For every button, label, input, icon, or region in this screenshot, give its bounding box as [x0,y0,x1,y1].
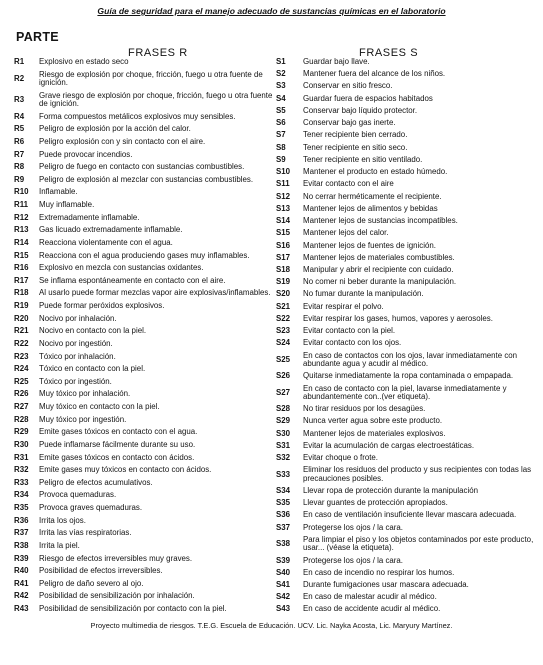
s-phrase [276,605,534,613]
phrase-text: Explosivo en mezcla con sustancias oxidantes. [39,263,204,273]
phrase-text: En caso de ventilación insuficiente llevar mascara adecuada. [303,510,517,520]
s-phrase [276,278,534,286]
r-phrase [14,125,276,133]
phrase-text: Protegerse los ojos / la cara. [303,555,403,565]
s-phrase [276,327,534,335]
s-phrase [276,254,534,262]
r-phrase [14,542,276,550]
r-phrase [14,188,276,196]
s-phrase [276,405,534,413]
r-phrase [14,58,276,66]
phrase-text: Irrita los ojos. [39,515,86,525]
phrase-text: Provoca graves quemaduras. [39,503,143,513]
phrase-text: Tóxico por ingestión. [39,376,112,386]
s-phrase [276,593,534,601]
phrase-text: Mantener lejos de alimentos y bebidas [303,203,438,213]
phrase-text: No comer ni beber durante la manipulación. [303,277,457,287]
document-footer: Proyecto multimedia de riesgos. T.E.G. Escuela de Educación. UCV. Lic. Nayka Acosta, Lic. Maryury Martínez. [90,621,453,630]
r-phrase [14,176,276,184]
phrase-text: En caso de incendio no respirar los humos. [303,567,455,577]
r-phrase [14,466,276,474]
phrase-text: Reacciona con el agua produciendo gases muy inflamables. [39,250,250,260]
phrase-code: R2 [14,73,25,83]
r-phrase [14,378,276,386]
s-phrase [276,107,534,115]
r-phrase [14,353,276,361]
phrase-text: Durante fumigaciones usar mascara adecuada. [303,580,469,589]
phrase-text: Nocivo en contacto con la piel. [39,326,147,336]
phrase-text: Llevar ropa de protección durante la manipulación [303,485,479,495]
s-phrase [276,385,534,402]
r-phrase [14,428,276,436]
r-phrase [14,239,276,247]
phrase-text: Mantener lejos del calor. [303,228,389,238]
s-phrase [276,487,534,495]
phrase-text: Irrita la piel. [39,540,80,550]
r-phrase [14,151,276,159]
phrase-text: Eliminar los residuos del producto y sus recipientes con todas las precauciones posibles. [303,465,532,483]
phrase-code: R27 [14,402,29,412]
r-phrase [14,529,276,537]
phrase-text: Evitar choque o frote. [303,453,379,463]
s-phrase [276,217,534,225]
phrase-code: R40 [14,566,29,576]
phrase-code: R39 [14,553,29,563]
phrase-text: Posibilidad de sensibilización por contacto con la piel. [39,604,227,614]
phrase-text: Emite gases muy tóxicos en contacto con ácidos. [39,465,212,475]
phrase-code: S22 [276,313,291,323]
phrase-code: S26 [276,371,291,381]
s-phrase [276,454,534,462]
r-phrase [14,580,276,588]
r-phrase [14,264,276,272]
phrase-text: Quitarse inmediatamente la ropa contaminada o empapada. [303,371,514,381]
phrase-code: S3 [276,81,286,91]
phrase-code: R31 [14,452,29,462]
phrase-code: R32 [14,465,29,475]
phrase-code: R20 [14,313,29,323]
phrase-code: R42 [14,591,29,601]
r-phrase [14,214,276,222]
document-header: Guía de seguridad para el manejo adecuado de sustancias químicas en el laboratorio [97,6,446,16]
phrase-code: R9 [14,174,25,184]
r-phrase [14,201,276,209]
phrase-text: En caso de contacto con la piel, lavarse inmediatamente y abundantemente con..(ver etiqueta). [303,383,507,401]
r-phrase [14,327,276,335]
phrase-text: Tener recipiente en sitio ventilado. [303,154,423,164]
s-phrase [276,524,534,532]
phrase-text: Peligro de daño severo al ojo. [39,578,144,588]
phrase-code: S28 [276,404,291,414]
r-phrase [14,71,276,88]
phrase-code: S43 [276,604,291,614]
phrase-text: Nocivo por ingestión. [39,338,113,348]
phrase-text: Guardar bajo llave. [303,57,370,66]
phrase-code: S2 [276,69,286,79]
phrase-text: Al usarlo puede formar mezclas vapor aire explosivas/inflamables. [39,288,271,298]
r-phrase [14,315,276,323]
r-phrase [14,592,276,600]
phrase-code: S20 [276,289,291,299]
phrase-code: S38 [276,539,291,549]
s-phrase [276,242,534,250]
phrase-code: R38 [14,540,29,550]
s-phrase [276,372,534,380]
r-phrase [14,517,276,525]
phrase-text: Muy tóxico por inhalación. [39,389,131,399]
phrase-text: Muy tóxico en contacto con la piel. [39,402,160,412]
phrase-text: Manipular y abrir el recipiente con cuidado. [303,264,454,274]
phrase-code: S10 [276,167,291,177]
phrase-code: S17 [276,252,291,262]
phrase-text: En caso de contactos con los ojos, lavar inmediatamente con abundante agua y acudir al médico. [303,350,518,369]
phrase-code: S36 [276,510,291,520]
phrase-code: S8 [276,142,286,152]
phrase-text: Reacciona violentamente con el agua. [39,237,173,247]
phrase-code: R26 [14,389,29,399]
r-phrase [14,226,276,234]
s-phrase [276,303,534,311]
s-phrase [276,339,534,347]
phrase-code: S4 [276,93,286,103]
r-phrase [14,390,276,398]
s-phrase [276,193,534,201]
phrase-code: R3 [14,94,25,104]
phrase-text: Forma compuestos metálicos explosivos muy sensibles. [39,111,236,121]
r-phrase [14,479,276,487]
phrase-text: En caso de malestar acudir al médico. [303,592,437,602]
phrase-code: S12 [276,191,291,201]
phrase-text: Grave riesgo de explosión por choque, fricción, fuego u otra fuente de ignición. [39,90,273,109]
phrase-code: R18 [14,288,29,298]
s-phrase [276,180,534,188]
phrase-code: R7 [14,149,25,159]
phrase-code: S9 [276,154,286,164]
phrase-text: Tóxico en contacto con la piel. [39,364,146,374]
phrase-code: S15 [276,228,291,238]
s-phrase [276,58,534,66]
r-phrase [14,289,276,297]
s-phrase [276,466,534,483]
phrase-code: S35 [276,498,291,508]
phrase-code: R16 [14,263,29,273]
phrase-code: S13 [276,203,291,213]
phrase-code: S27 [276,387,291,397]
phrase-code: S34 [276,485,291,495]
phrase-code: R10 [14,187,29,197]
phrase-code: R23 [14,351,29,361]
phrase-text: Tener recipiente en sitio seco. [303,142,408,152]
phrase-text: Mantener lejos de materiales explosivos. [303,428,446,438]
frases-s-list [276,58,534,614]
phrase-code: R34 [14,490,29,500]
r-phrase [14,113,276,121]
s-phrase [276,156,534,164]
phrase-text: Mantener lejos de fuentes de ignición. [303,240,436,250]
phrase-text: Evitar contacto con la piel. [303,326,396,336]
phrase-text: Mantener el producto en estado húmedo. [303,167,448,177]
phrase-text: Evitar contacto con los ojos. [303,338,402,348]
s-phrase [276,557,534,565]
phrase-text: Emite gases tóxicos en contacto con el agua. [39,427,198,437]
phrase-code: S32 [276,453,291,463]
phrase-text: Mantener fuera del alcance de los niños. [303,69,446,79]
s-phrase [276,229,534,237]
r-phrase [14,567,276,575]
phrase-code: R43 [14,604,29,614]
phrase-text: Inflamable. [39,187,78,197]
phrase-code: R36 [14,515,29,525]
phrase-text: Mantener lejos de sustancias incompatibles. [303,216,458,226]
s-phrase [276,131,534,139]
phrase-text: Explosivo en estado seco [39,57,129,66]
s-phrase [276,70,534,78]
r-phrase [14,365,276,373]
phrase-text: En caso de accidente acudir al médico. [303,604,441,614]
phrase-code: S1 [276,57,286,66]
phrase-code: S33 [276,469,291,479]
phrase-text: Puede formar peróxidos explosivos. [39,301,165,311]
phrase-code: R29 [14,427,29,437]
phrase-code: S39 [276,555,291,565]
s-phrase [276,430,534,438]
phrase-code: R28 [14,414,29,424]
r-phrase [14,441,276,449]
phrase-code: R19 [14,301,29,311]
r-phrase [14,403,276,411]
r-phrase [14,491,276,499]
r-phrase [14,416,276,424]
phrase-text: Tener recipiente bien cerrado. [303,130,408,140]
phrase-text: Riesgo de explosión por choque, fricción, fuego u otra fuente de ignición. [39,69,263,88]
s-phrase [276,417,534,425]
frases-r-title: FRASES R [128,47,188,59]
s-phrase [276,569,534,577]
phrase-text: Llevar guantes de protección apropiados. [303,498,448,508]
frases-s-title: FRASES S [359,47,419,59]
s-phrase [276,536,534,553]
phrase-code: R12 [14,212,29,222]
phrase-text: Posibilidad de sensibilización por inhalación. [39,591,195,601]
phrase-code: R13 [14,225,29,235]
phrase-code: R37 [14,528,29,538]
phrase-text: Tóxico por inhalación. [39,351,116,361]
phrase-text: Conservar en sitio fresco. [303,81,393,91]
phrase-text: Puede inflamarse fácilmente durante su uso. [39,439,196,449]
phrase-text: Posibilidad de efectos irreversibles. [39,566,163,576]
phrase-text: Evitar contacto con el aire [303,179,394,189]
phrase-text: Guardar fuera de espacios habitados [303,93,433,103]
phrase-text: Se inflama espontáneamente en contacto con el aire. [39,275,226,285]
s-phrase [276,168,534,176]
phrase-code: S18 [276,264,291,274]
phrase-text: Conservar bajo líquido protector. [303,105,418,115]
phrase-code: S6 [276,118,286,128]
s-phrase [276,95,534,103]
phrase-text: Muy tóxico por ingestión. [39,414,127,424]
phrase-text: Gas licuado extremadamente inflamable. [39,225,183,235]
phrase-code: S25 [276,354,291,364]
s-phrase [276,442,534,450]
s-phrase [276,315,534,323]
phrase-code: R8 [14,162,25,172]
phrase-code: S16 [276,240,291,250]
phrase-code: S29 [276,416,291,426]
phrase-code: S23 [276,326,291,336]
phrase-code: S31 [276,440,291,450]
phrase-code: S19 [276,277,291,287]
phrase-text: Evitar respirar los gases, humos, vapores y aerosoles. [303,313,493,323]
phrase-code: S7 [276,130,286,140]
phrase-code: R35 [14,503,29,513]
s-phrase [276,266,534,274]
phrase-code: R6 [14,136,25,146]
phrase-text: Riesgo de efectos irreversibles muy graves. [39,553,193,563]
phrase-text: Evitar la acumulación de cargas electroestáticas. [303,440,475,450]
phrase-code: R1 [14,57,25,66]
phrase-code: R4 [14,111,25,121]
phrase-text: Irrita las vías respiratorias. [39,528,132,538]
phrase-text: Extremadamente inflamable. [39,212,140,222]
phrase-text: No fumar durante la manipulación. [303,289,424,299]
phrase-code: R33 [14,477,29,487]
r-phrase [14,277,276,285]
phrase-code: R24 [14,364,29,374]
s-phrase [276,511,534,519]
r-phrase [14,92,276,109]
phrase-code: S30 [276,428,291,438]
phrase-text: Para limpiar el piso y los objetos contaminados por este producto, usar... (véase la etiqueta). [303,534,534,553]
phrase-text: Muy inflamable. [39,200,95,210]
phrase-code: S14 [276,216,291,226]
s-phrase [276,144,534,152]
r-phrase [14,605,276,613]
phrase-text: Mantener lejos de materiales combustibles. [303,252,455,262]
r-phrase [14,504,276,512]
phrase-text: Peligro de efectos acumulativos. [39,477,153,487]
phrase-text: Conservar bajo gas inerte. [303,118,396,128]
s-phrase [276,352,534,369]
s-phrase [276,581,534,589]
phrase-code: R14 [14,237,29,247]
phrase-code: R15 [14,250,29,260]
s-phrase [276,205,534,213]
phrase-code: R30 [14,439,29,449]
phrase-text: Protegerse los ojos / la cara. [303,522,403,532]
s-phrase [276,499,534,507]
r-phrase [14,454,276,462]
phrase-code: S41 [276,580,291,589]
frases-r-list [14,58,276,614]
phrase-code: S40 [276,567,291,577]
s-phrase [276,290,534,298]
phrase-text: Provoca quemaduras. [39,490,117,500]
phrase-code: S5 [276,105,286,115]
section-title: PARTE [16,30,59,44]
r-phrase [14,302,276,310]
phrase-code: R11 [14,200,29,210]
phrase-code: R41 [14,578,29,588]
phrase-code: R21 [14,326,29,336]
phrase-code: S42 [276,592,291,602]
r-phrase [14,252,276,260]
r-phrase [14,163,276,171]
phrase-text: Peligro explosión con y sin contacto con el aire. [39,136,206,146]
s-phrase [276,119,534,127]
phrase-code: S24 [276,338,291,348]
phrase-text: Nocivo por inhalación. [39,313,117,323]
phrase-text: No cerrar herméticamente el recipiente. [303,191,442,201]
phrase-text: Peligro de explosión al mezclar con sustancias combustibles. [39,174,254,184]
phrase-text: Puede provocar incendios. [39,149,133,159]
phrase-code: S37 [276,522,291,532]
phrase-code: R22 [14,338,29,348]
r-phrase [14,555,276,563]
phrase-text: Peligro de explosión por la acción del calor. [39,124,191,134]
phrase-text: Evitar respirar el polvo. [303,301,384,311]
phrase-code: S21 [276,301,291,311]
phrase-code: S11 [276,179,290,189]
phrase-code: R5 [14,124,25,134]
phrase-text: No tirar residuos por los desagües. [303,404,426,414]
phrase-code: R25 [14,376,29,386]
phrase-text: Emite gases tóxicos en contacto con ácidos. [39,452,195,462]
r-phrase [14,340,276,348]
phrase-code: R17 [14,275,29,285]
phrase-text: Nunca verter agua sobre este producto. [303,416,443,426]
r-phrase [14,138,276,146]
phrase-text: Peligro de fuego en contacto con sustancias combustibles. [39,162,245,172]
s-phrase [276,82,534,90]
